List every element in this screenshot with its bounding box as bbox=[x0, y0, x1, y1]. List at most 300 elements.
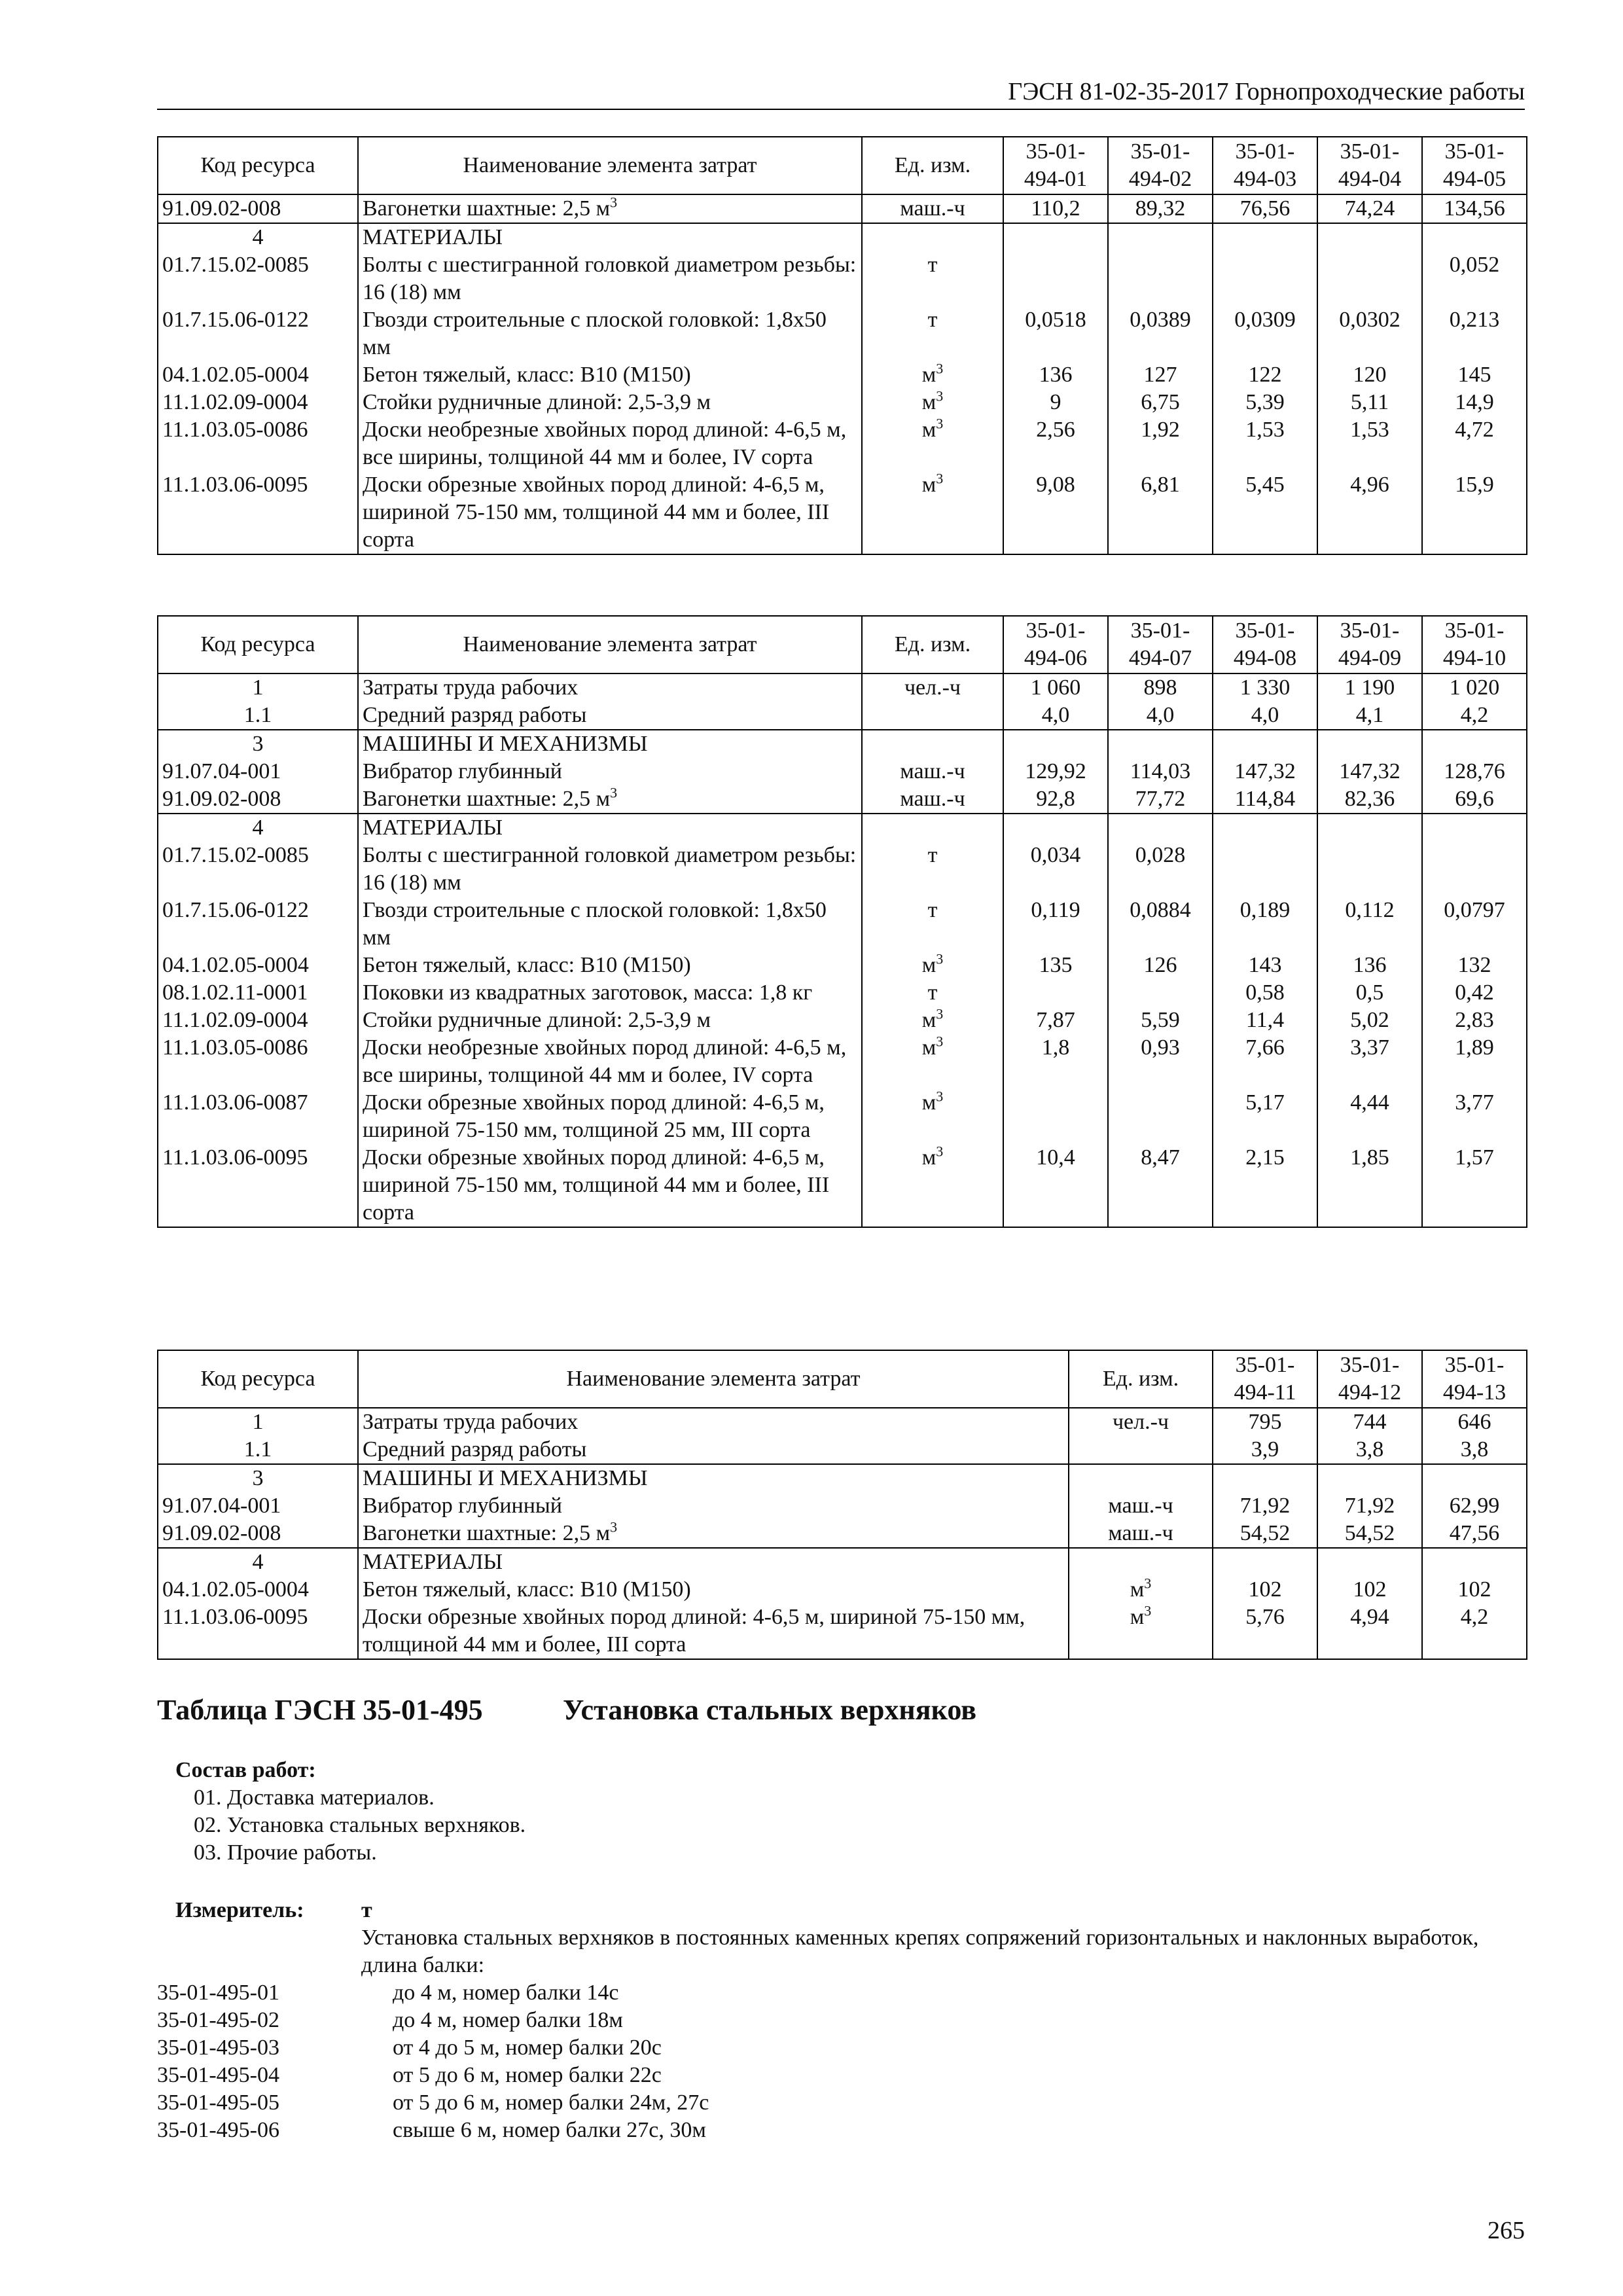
table-group-row bbox=[158, 1464, 1527, 1492]
col-header-code: Код ресурса bbox=[158, 137, 358, 194]
resource-unit bbox=[1069, 1548, 1213, 1576]
resource-unit: маш.-ч bbox=[862, 785, 1003, 814]
resource-name: Доски необрезные хвойных пород длиной: 4-6,5 м, все ширины, толщиной 44 мм и более, IV сорта bbox=[358, 416, 862, 471]
col-header-unit: Ед. изм. bbox=[862, 616, 1003, 673]
norm-value bbox=[1317, 223, 1422, 251]
norm-value: 2,15 bbox=[1213, 1144, 1317, 1227]
col-header-norm: 35-01- 494-09 bbox=[1317, 616, 1422, 673]
composition-item: 03. Прочие работы. bbox=[194, 1840, 377, 1865]
norm-value bbox=[1213, 814, 1317, 842]
norm-value: 1 190 bbox=[1317, 673, 1422, 702]
col-header-name: Наименование элемента затрат bbox=[358, 1350, 1069, 1408]
resource-name: Вибратор глубинный bbox=[358, 758, 862, 785]
table-header-row bbox=[158, 1350, 1527, 1408]
norm-value bbox=[1108, 251, 1213, 306]
norm-value bbox=[1213, 730, 1317, 758]
norm-item-code: 35-01-495-03 bbox=[157, 2036, 279, 2060]
norm-value: 0,052 bbox=[1422, 251, 1527, 306]
col-header-norm: 35-01- 494-01 bbox=[1003, 137, 1108, 194]
meter-label: Измеритель: bbox=[175, 1898, 304, 1922]
col-header-norm: 35-01- 494-03 bbox=[1213, 137, 1317, 194]
resource-name: Вагонетки шахтные: 2,5 $м^3$ bbox=[358, 1520, 1069, 1548]
resource-code: 04.1.02.05-0004 bbox=[158, 952, 358, 979]
norm-value bbox=[1003, 223, 1108, 251]
norm-value: 7,87 bbox=[1003, 1007, 1108, 1034]
resource-unit: маш.-ч bbox=[1069, 1492, 1213, 1520]
resource-code: 11.1.03.05-0086 bbox=[158, 1034, 358, 1089]
norm-value: 102 bbox=[1422, 1576, 1527, 1604]
norm-value: 6,75 bbox=[1108, 389, 1213, 416]
norm-value: 15,9 bbox=[1422, 471, 1527, 554]
norm-value: 4,0 bbox=[1003, 702, 1108, 730]
norm-value bbox=[1422, 223, 1527, 251]
meter-line bbox=[175, 1897, 1419, 1924]
norm-value: 10,4 bbox=[1003, 1144, 1108, 1227]
col-header-name: Наименование элемента затрат bbox=[358, 616, 862, 673]
resource-code: 11.1.03.06-0087 bbox=[158, 1089, 358, 1144]
norm-value bbox=[1317, 1548, 1422, 1576]
resource-name: Вагонетки шахтные: 2,5 $м^3$ bbox=[358, 785, 862, 814]
norm-value: 9 bbox=[1003, 389, 1108, 416]
norm-value: 9,08 bbox=[1003, 471, 1108, 554]
resource-code: 08.1.02.11-0001 bbox=[158, 979, 358, 1007]
resource-name: Доски обрезные хвойных пород длиной: 4-6,5 м, шириной 75-150 мм, толщиной 44 мм и более, III сорта bbox=[358, 1144, 862, 1227]
norm-value bbox=[1213, 251, 1317, 306]
table-row bbox=[158, 1436, 1527, 1464]
resource-unit: т bbox=[862, 979, 1003, 1007]
norm-value: 5,45 bbox=[1213, 471, 1317, 554]
resource-name: Бетон тяжелый, класс: В10 (М150) bbox=[358, 361, 862, 389]
norm-value: 4,0 bbox=[1213, 702, 1317, 730]
norm-value: 3,9 bbox=[1213, 1436, 1317, 1464]
norm-value: 71,92 bbox=[1317, 1492, 1422, 1520]
resource-unit: $м^3$ bbox=[1069, 1576, 1213, 1604]
norm-value: 5,59 bbox=[1108, 1007, 1213, 1034]
norm-value bbox=[1317, 730, 1422, 758]
norm-value bbox=[1003, 730, 1108, 758]
resource-code: 4 bbox=[158, 814, 358, 842]
resource-unit bbox=[862, 730, 1003, 758]
norm-item bbox=[157, 2062, 709, 2089]
resource-name: Болты с шестигранной головкой диаметром резьбы: 16 (18) мм bbox=[358, 251, 862, 306]
norm-value: 4,0 bbox=[1108, 702, 1213, 730]
norm-value: 795 bbox=[1213, 1408, 1317, 1436]
table-row bbox=[158, 389, 1527, 416]
norm-value: 54,52 bbox=[1213, 1520, 1317, 1548]
norm-value: 4,2 bbox=[1422, 702, 1527, 730]
norm-item-code: 35-01-495-01 bbox=[157, 1981, 279, 2005]
col-header-unit: Ед. изм. bbox=[862, 137, 1003, 194]
resource-unit bbox=[1069, 1436, 1213, 1464]
norm-value: 102 bbox=[1317, 1576, 1422, 1604]
norm-value: 77,72 bbox=[1108, 785, 1213, 814]
norm-value: 6,81 bbox=[1108, 471, 1213, 554]
norm-value: 0,213 bbox=[1422, 306, 1527, 361]
norm-value: 47,56 bbox=[1422, 1520, 1527, 1548]
norm-value bbox=[1003, 814, 1108, 842]
col-header-norm: 35-01- 494-10 bbox=[1422, 616, 1527, 673]
table-row bbox=[158, 306, 1527, 361]
norm-value: 102 bbox=[1213, 1576, 1317, 1604]
resource-code: 1.1 bbox=[158, 1436, 358, 1464]
table-group-row bbox=[158, 1408, 1527, 1436]
col-header-norm: 35-01- 494-08 bbox=[1213, 616, 1317, 673]
resource-code: 01.7.15.06-0122 bbox=[158, 897, 358, 952]
table-row bbox=[158, 842, 1527, 897]
norm-value: 0,0884 bbox=[1108, 897, 1213, 952]
norm-value: 898 bbox=[1108, 673, 1213, 702]
table-row bbox=[158, 758, 1527, 785]
resource-name: Средний разряд работы bbox=[358, 702, 862, 730]
norm-value: 2,56 bbox=[1003, 416, 1108, 471]
table-group-row bbox=[158, 223, 1527, 251]
resource-code: 01.7.15.06-0122 bbox=[158, 306, 358, 361]
resource-name: Средний разряд работы bbox=[358, 1436, 1069, 1464]
col-header-norm: 35-01- 494-06 bbox=[1003, 616, 1108, 673]
norm-value: 74,24 bbox=[1317, 194, 1422, 223]
table-row bbox=[158, 897, 1527, 952]
resource-name: Стойки рудничные длиной: 2,5-3,9 м bbox=[358, 1007, 862, 1034]
norm-value bbox=[1422, 814, 1527, 842]
norm-value: 744 bbox=[1317, 1408, 1422, 1436]
table-group-row bbox=[158, 1548, 1527, 1576]
norm-value bbox=[1108, 979, 1213, 1007]
norm-value: 4,94 bbox=[1317, 1604, 1422, 1659]
norm-value: 1,53 bbox=[1213, 416, 1317, 471]
resource-code: 1.1 bbox=[158, 702, 358, 730]
composition-item: 02. Установка стальных верхняков. bbox=[194, 1813, 526, 1837]
table-header-row bbox=[158, 137, 1527, 194]
resource-name: Гвозди строительные с плоской головкой: 1,8x50 мм bbox=[358, 897, 862, 952]
resource-unit: т bbox=[862, 842, 1003, 897]
table-row bbox=[158, 416, 1527, 471]
resource-code: 11.1.02.09-0004 bbox=[158, 389, 358, 416]
norm-value: 132 bbox=[1422, 952, 1527, 979]
resource-unit: $м^3$ bbox=[1069, 1604, 1213, 1659]
table-group-row bbox=[158, 673, 1527, 702]
norm-value: 14,9 bbox=[1422, 389, 1527, 416]
resource-unit bbox=[862, 702, 1003, 730]
norm-value: 1 020 bbox=[1422, 673, 1527, 702]
resource-name: Стойки рудничные длиной: 2,5-3,9 м bbox=[358, 389, 862, 416]
norm-item bbox=[157, 2117, 709, 2144]
table-number: Таблица ГЭСН 35-01-495 bbox=[157, 1694, 483, 1726]
resource-unit: чел.-ч bbox=[862, 673, 1003, 702]
work-description: Установка стальных верхняков в постоянных каменных крепях сопряжений горизонтальных и наклонных выработок, длина балки: bbox=[361, 1926, 1479, 1977]
norm-item bbox=[157, 2007, 709, 2034]
norm-value: 0,189 bbox=[1213, 897, 1317, 952]
resource-unit: маш.-ч bbox=[862, 758, 1003, 785]
norm-value: 120 bbox=[1317, 361, 1422, 389]
table-row bbox=[158, 979, 1527, 1007]
norm-items-list bbox=[157, 1979, 709, 2144]
resource-unit bbox=[862, 223, 1003, 251]
col-header-code: Код ресурса bbox=[158, 1350, 358, 1408]
norm-value: 0,112 bbox=[1317, 897, 1422, 952]
resource-unit: т bbox=[862, 251, 1003, 306]
resource-name: МАТЕРИАЛЫ bbox=[358, 1548, 1069, 1576]
norm-value bbox=[1213, 223, 1317, 251]
norm-item-text: до 4 м, номер балки 18м bbox=[393, 2008, 623, 2032]
norm-value: 1,92 bbox=[1108, 416, 1213, 471]
resource-code: 1 bbox=[158, 673, 358, 702]
resource-name: МАШИНЫ И МЕХАНИЗМЫ bbox=[358, 1464, 1069, 1492]
resource-name: МАТЕРИАЛЫ bbox=[358, 223, 862, 251]
resource-table-1 bbox=[157, 136, 1527, 555]
norm-value bbox=[1317, 251, 1422, 306]
resource-unit: чел.-ч bbox=[1069, 1408, 1213, 1436]
norm-value bbox=[1213, 1464, 1317, 1492]
norm-value: 2,83 bbox=[1422, 1007, 1527, 1034]
resource-code: 3 bbox=[158, 1464, 358, 1492]
table-row bbox=[158, 785, 1527, 814]
resource-name: МАШИНЫ И МЕХАНИЗМЫ bbox=[358, 730, 862, 758]
norm-value: 1,57 bbox=[1422, 1144, 1527, 1227]
norm-value: 126 bbox=[1108, 952, 1213, 979]
norm-value: 145 bbox=[1422, 361, 1527, 389]
table-group-row bbox=[158, 730, 1527, 758]
resource-name: Доски обрезные хвойных пород длиной: 4-6,5 м, шириной 75-150 мм, толщиной 44 мм и более, III сорта bbox=[358, 1604, 1069, 1659]
norm-value: 136 bbox=[1003, 361, 1108, 389]
resource-name: МАТЕРИАЛЫ bbox=[358, 814, 862, 842]
norm-value: 0,034 bbox=[1003, 842, 1108, 897]
table-row bbox=[158, 361, 1527, 389]
norm-value: 1 330 bbox=[1213, 673, 1317, 702]
norm-item-text: до 4 м, номер балки 14с bbox=[393, 1981, 619, 2005]
norm-value: 135 bbox=[1003, 952, 1108, 979]
resource-name: Бетон тяжелый, класс: В10 (М150) bbox=[358, 952, 862, 979]
resource-name: Бетон тяжелый, класс: В10 (М150) bbox=[358, 1576, 1069, 1604]
table-row bbox=[158, 1492, 1527, 1520]
col-header-norm: 35-01- 494-13 bbox=[1422, 1350, 1527, 1408]
norm-value bbox=[1003, 979, 1108, 1007]
norm-value: 646 bbox=[1422, 1408, 1527, 1436]
norm-value: 3,8 bbox=[1317, 1436, 1422, 1464]
norm-value: 62,99 bbox=[1422, 1492, 1527, 1520]
table-row bbox=[158, 1144, 1527, 1227]
norm-value: 5,76 bbox=[1213, 1604, 1317, 1659]
norm-value bbox=[1003, 1089, 1108, 1144]
norm-value bbox=[1422, 730, 1527, 758]
norm-value bbox=[1108, 1089, 1213, 1144]
meter-unit: т bbox=[361, 1898, 372, 1922]
norm-value: 0,028 bbox=[1108, 842, 1213, 897]
norm-value bbox=[1108, 223, 1213, 251]
norm-value: 5,02 bbox=[1317, 1007, 1422, 1034]
norm-item bbox=[157, 2034, 709, 2062]
resource-name: Гвозди строительные с плоской головкой: 1,8x50 мм bbox=[358, 306, 862, 361]
norm-value: 128,76 bbox=[1422, 758, 1527, 785]
norm-value: 127 bbox=[1108, 361, 1213, 389]
table-group-row bbox=[158, 814, 1527, 842]
table-title: Установка стальных верхняков bbox=[563, 1694, 977, 1726]
norm-value bbox=[1213, 842, 1317, 897]
norm-value: 4,44 bbox=[1317, 1089, 1422, 1144]
norm-item-text: от 5 до 6 м, номер балки 22с bbox=[393, 2063, 662, 2087]
resource-unit: $м^3$ bbox=[862, 471, 1003, 554]
resource-code: 01.7.15.02-0085 bbox=[158, 842, 358, 897]
norm-value bbox=[1422, 842, 1527, 897]
norm-value: 89,32 bbox=[1108, 194, 1213, 223]
norm-value: 76,56 bbox=[1213, 194, 1317, 223]
resource-name: Вагонетки шахтные: 2,5 $м^3$ bbox=[358, 194, 862, 223]
resource-table-2 bbox=[157, 615, 1527, 1228]
col-header-name: Наименование элемента затрат bbox=[358, 137, 862, 194]
norm-value: 92,8 bbox=[1003, 785, 1108, 814]
norm-value: 0,0302 bbox=[1317, 306, 1422, 361]
resource-unit: $м^3$ bbox=[862, 1007, 1003, 1034]
norm-value: 1,85 bbox=[1317, 1144, 1422, 1227]
norm-value bbox=[1317, 814, 1422, 842]
norm-value bbox=[1422, 1548, 1527, 1576]
resource-code: 91.09.02-008 bbox=[158, 785, 358, 814]
resource-code: 11.1.02.09-0004 bbox=[158, 1007, 358, 1034]
resource-name: Затраты труда рабочих bbox=[358, 673, 862, 702]
norm-item bbox=[157, 2089, 709, 2117]
resource-unit: $м^3$ bbox=[862, 1144, 1003, 1227]
norm-value: 5,17 bbox=[1213, 1089, 1317, 1144]
resource-code: 4 bbox=[158, 223, 358, 251]
resource-unit bbox=[862, 814, 1003, 842]
norm-item bbox=[157, 1979, 709, 2007]
norm-item-text: от 5 до 6 м, номер балки 24м, 27с bbox=[393, 2090, 709, 2115]
page-number: 265 bbox=[1488, 2217, 1525, 2244]
section-title bbox=[157, 1693, 976, 1728]
table-row bbox=[158, 1089, 1527, 1144]
norm-value bbox=[1213, 1548, 1317, 1576]
norm-value: 3,37 bbox=[1317, 1034, 1422, 1089]
resource-unit bbox=[1069, 1464, 1213, 1492]
resource-code: 04.1.02.05-0004 bbox=[158, 1576, 358, 1604]
norm-value: 8,47 bbox=[1108, 1144, 1213, 1227]
resource-name: Доски необрезные хвойных пород длиной: 4-6,5 м, все ширины, толщиной 44 мм и более, IV сорта bbox=[358, 1034, 862, 1089]
norm-value: 71,92 bbox=[1213, 1492, 1317, 1520]
col-header-unit: Ед. изм. bbox=[1069, 1350, 1213, 1408]
composition-label: Состав работ: bbox=[175, 1758, 316, 1782]
col-header-code: Код ресурса bbox=[158, 616, 358, 673]
table-row bbox=[158, 194, 1527, 223]
table-row bbox=[158, 702, 1527, 730]
norm-value: 0,0309 bbox=[1213, 306, 1317, 361]
norm-value: 110,2 bbox=[1003, 194, 1108, 223]
resource-code: 11.1.03.06-0095 bbox=[158, 1604, 358, 1659]
resource-unit: $м^3$ bbox=[862, 1089, 1003, 1144]
norm-item-text: свыше 6 м, номер балки 27с, 30м bbox=[393, 2118, 706, 2142]
norm-value bbox=[1422, 1464, 1527, 1492]
resource-name: Вибратор глубинный bbox=[358, 1492, 1069, 1520]
norm-value: 11,4 bbox=[1213, 1007, 1317, 1034]
norm-value: 82,36 bbox=[1317, 785, 1422, 814]
resource-unit: $м^3$ bbox=[862, 361, 1003, 389]
norm-value: 122 bbox=[1213, 361, 1317, 389]
resource-code: 11.1.03.06-0095 bbox=[158, 1144, 358, 1227]
table-row bbox=[158, 1604, 1527, 1659]
resource-code: 11.1.03.05-0086 bbox=[158, 416, 358, 471]
norm-value: 0,0518 bbox=[1003, 306, 1108, 361]
table-row bbox=[158, 1520, 1527, 1548]
norm-value bbox=[1317, 1464, 1422, 1492]
composition-list bbox=[194, 1784, 526, 1867]
norm-value: 134,56 bbox=[1422, 194, 1527, 223]
table-row bbox=[158, 952, 1527, 979]
norm-value: 1,53 bbox=[1317, 416, 1422, 471]
col-header-norm: 35-01- 494-05 bbox=[1422, 137, 1527, 194]
norm-item-code: 35-01-495-06 bbox=[157, 2118, 279, 2142]
resource-unit: $м^3$ bbox=[862, 389, 1003, 416]
resource-name: Поковки из квадратных заготовок, масса: 1,8 кг bbox=[358, 979, 862, 1007]
resource-code: 3 bbox=[158, 730, 358, 758]
norm-value: 114,03 bbox=[1108, 758, 1213, 785]
col-header-norm: 35-01- 494-07 bbox=[1108, 616, 1213, 673]
resource-table-3 bbox=[157, 1350, 1527, 1660]
norm-value: 1,89 bbox=[1422, 1034, 1527, 1089]
resource-unit: $м^3$ bbox=[862, 1034, 1003, 1089]
norm-value: 147,32 bbox=[1213, 758, 1317, 785]
table-header-row bbox=[158, 616, 1527, 673]
norm-value: 143 bbox=[1213, 952, 1317, 979]
norm-value: 5,11 bbox=[1317, 389, 1422, 416]
resource-code: 91.07.04-001 bbox=[158, 1492, 358, 1520]
norm-value: 5,39 bbox=[1213, 389, 1317, 416]
norm-value: 0,58 bbox=[1213, 979, 1317, 1007]
col-header-norm: 35-01- 494-02 bbox=[1108, 137, 1213, 194]
resource-code: 91.09.02-008 bbox=[158, 1520, 358, 1548]
composition-item: 01. Доставка материалов. bbox=[194, 1785, 435, 1810]
table-row bbox=[158, 251, 1527, 306]
norm-value: 0,0797 bbox=[1422, 897, 1527, 952]
norm-value: 136 bbox=[1317, 952, 1422, 979]
col-header-norm: 35-01- 494-04 bbox=[1317, 137, 1422, 194]
norm-value bbox=[1108, 730, 1213, 758]
resource-code: 91.07.04-001 bbox=[158, 758, 358, 785]
norm-value: 0,42 bbox=[1422, 979, 1527, 1007]
resource-unit: маш.-ч bbox=[862, 194, 1003, 223]
norm-value: 4,96 bbox=[1317, 471, 1422, 554]
norm-value: 114,84 bbox=[1213, 785, 1317, 814]
resource-code: 04.1.02.05-0004 bbox=[158, 361, 358, 389]
norm-value: 0,119 bbox=[1003, 897, 1108, 952]
resource-unit: маш.-ч bbox=[1069, 1520, 1213, 1548]
norm-value: 54,52 bbox=[1317, 1520, 1422, 1548]
resource-unit: т bbox=[862, 306, 1003, 361]
resource-unit: т bbox=[862, 897, 1003, 952]
col-header-norm: 35-01- 494-11 bbox=[1213, 1350, 1317, 1408]
norm-value: 4,2 bbox=[1422, 1604, 1527, 1659]
norm-value: 69,6 bbox=[1422, 785, 1527, 814]
col-header-norm: 35-01- 494-12 bbox=[1317, 1350, 1422, 1408]
norm-value: 129,92 bbox=[1003, 758, 1108, 785]
norm-value: 7,66 bbox=[1213, 1034, 1317, 1089]
resource-code: 01.7.15.02-0085 bbox=[158, 251, 358, 306]
resource-name: Доски обрезные хвойных пород длиной: 4-6,5 м, шириной 75-150 мм, толщиной 44 мм и более, III сорта bbox=[358, 471, 862, 554]
norm-value: 0,0389 bbox=[1108, 306, 1213, 361]
norm-value: 4,72 bbox=[1422, 416, 1527, 471]
norm-item-code: 35-01-495-04 bbox=[157, 2063, 279, 2087]
table-row bbox=[158, 1576, 1527, 1604]
norm-item-text: от 4 до 5 м, номер балки 20с bbox=[393, 2036, 662, 2060]
resource-code: 1 bbox=[158, 1408, 358, 1436]
norm-value bbox=[1108, 814, 1213, 842]
resource-code: 91.09.02-008 bbox=[158, 194, 358, 223]
resource-unit: $м^3$ bbox=[862, 952, 1003, 979]
norm-value: 1,8 bbox=[1003, 1034, 1108, 1089]
norm-value: 3,77 bbox=[1422, 1089, 1527, 1144]
norm-value: 1 060 bbox=[1003, 673, 1108, 702]
norm-value: 0,5 bbox=[1317, 979, 1422, 1007]
table-row bbox=[158, 1034, 1527, 1089]
table-row bbox=[158, 471, 1527, 554]
running-header: ГЭСН 81-02-35-2017 Горнопроходческие работы bbox=[157, 77, 1525, 110]
